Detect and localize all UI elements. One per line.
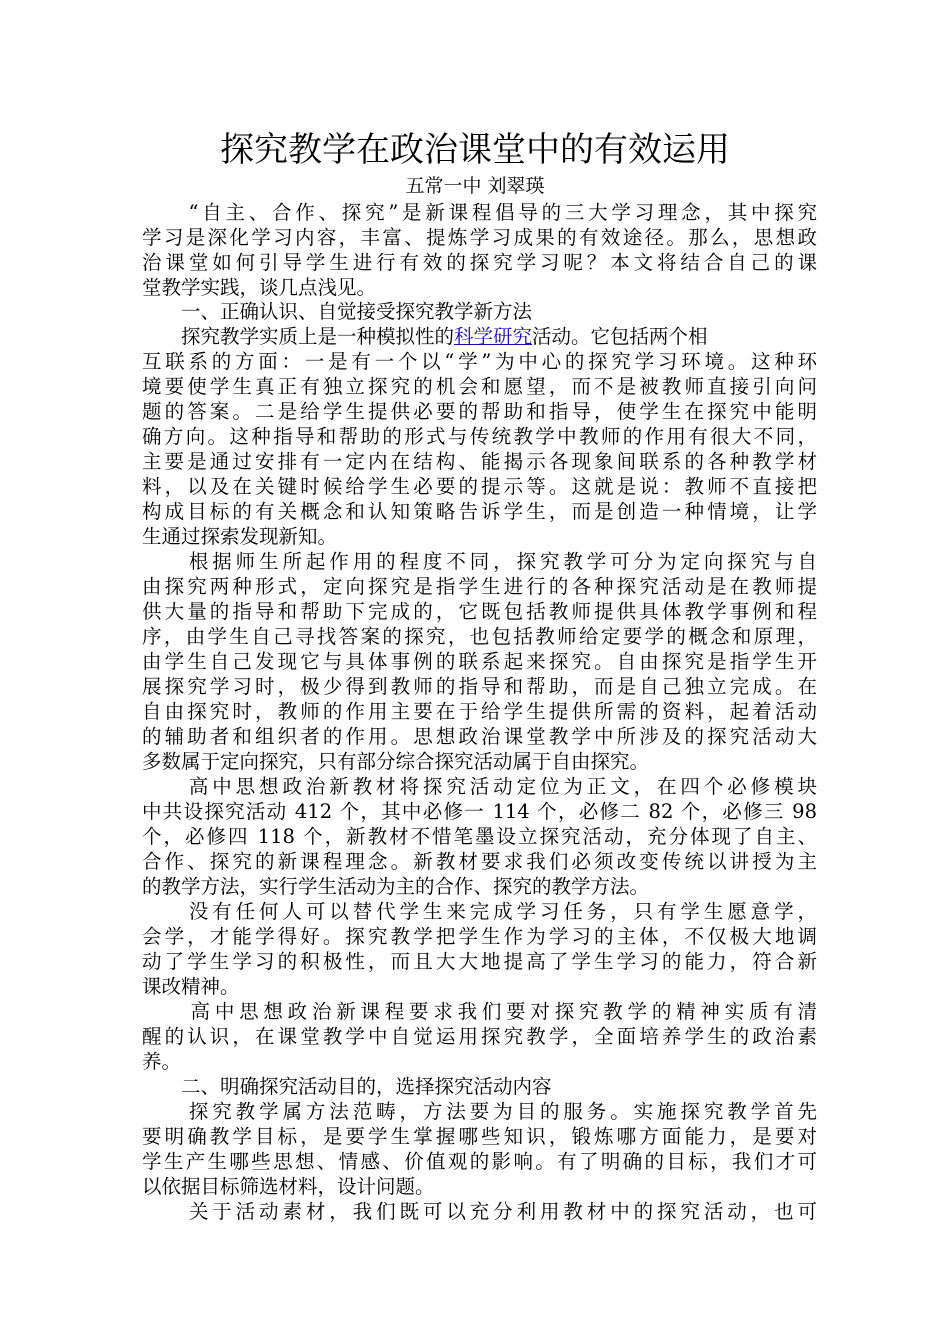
author-line: 五常一中 刘翠瑛: [405, 175, 545, 197]
paragraph-line: 构成目标的有关概念和认知策略告诉学生，而是创造一种情境，让学: [142, 500, 817, 523]
paragraph-line: 的教学方法，实行学生活动为主的合作、探究的教学方法。: [142, 875, 650, 898]
paragraph-line: “自主、合作、探究”是新课程倡导的三大学习理念，其中探究: [142, 201, 817, 224]
paragraph-line: 高中思想政治新课程要求我们要对探究教学的精神实质有清: [142, 1000, 817, 1023]
paragraph-line: 根据师生所起作用的程度不同，探究教学可分为定向探究与自: [142, 550, 817, 573]
paragraph-line: 确方向。这种指导和帮助的形式与传统教学中教师的作用有很大不同，: [142, 425, 817, 448]
paragraph-line: 展探究学习时，极少得到教师的指导和帮助，而是自己独立完成。在: [142, 675, 817, 698]
paragraph-line: 学生产生哪些思想、情感、价值观的影响。有了明确的目标，我们才可: [142, 1150, 817, 1173]
paragraph-line: 养。: [142, 1050, 182, 1073]
paragraph-line-with-link: [142, 324, 817, 349]
paragraph-line: 题的答案。二是给学生提供必要的帮助和指导，使学生在探究中能明: [142, 400, 817, 423]
section-heading: 一、正确认识、自觉接受探究教学新方法: [142, 300, 533, 323]
paragraph-line: 关于活动素材，我们既可以充分利用教材中的探究活动，也可: [142, 1200, 817, 1223]
paragraph-line: 高中思想政治新教材将探究活动定位为正文，在四个必修模块: [142, 775, 817, 798]
paragraph-line: 主要是通过安排有一定内在结构、能揭示各现象间联系的各种教学材: [142, 450, 817, 473]
paragraph-line: 序，由学生自己寻找答案的探究，也包括教师给定要学的概念和原理，: [142, 625, 817, 648]
paragraph-line: 由学生自己发现它与具体事例的联系起来探究。自由探究是指学生开: [142, 650, 817, 673]
paragraph-line: 由探究两种形式，定向探究是指学生进行的各种探究活动是在教师提: [142, 575, 817, 598]
paragraph-line: 要明确教学目标，是要学生掌握哪些知识，锻炼哪方面能力，是要对: [142, 1125, 817, 1148]
paragraph-line: 醒的认识，在课堂教学中自觉运用探究教学，全面培养学生的政治素: [142, 1025, 817, 1048]
paragraph-line: 合作、探究的新课程理念。新教材要求我们必须改变传统以讲授为主: [142, 850, 817, 873]
science-research-link[interactable]: 科学研究: [454, 325, 533, 348]
paragraph-text: 探究教学实质上是一种模拟性的: [142, 325, 455, 348]
paragraph-line: 境要使学生真正有独立探究的机会和愿望，而不是被教师直接引向问: [142, 375, 817, 398]
section-heading: 二、明确探究活动目的，选择探究活动内容: [142, 1075, 552, 1098]
paragraph-line: 会学，才能学得好。探究教学把学生作为学习的主体，不仅极大地调: [142, 925, 817, 948]
paragraph-line: 学习是深化学习内容，丰富、提炼学习成果的有效途径。那么，思想政: [142, 226, 817, 249]
paragraph-line: 中共设探究活动 412 个，其中必修一 114 个，必修二 82 个，必修三 98: [142, 800, 817, 823]
paragraph-line: 料，以及在关键时候给学生必要的提示等。这就是说：教师不直接把: [142, 475, 817, 498]
paragraph-text: 活动。它包括两个相: [532, 325, 708, 348]
paragraph-line: 个，必修四 118 个，新教材不惜笔墨设立探究活动，充分体现了自主、: [142, 825, 817, 848]
paragraph-line: 堂教学实践，谈几点浅见。: [142, 276, 377, 299]
paragraph-line: 的辅助者和组织者的作用。思想政治课堂教学中所涉及的探究活动大: [142, 725, 817, 748]
paragraph-line: 以依据目标筛选材料，设计问题。: [142, 1175, 435, 1198]
paragraph-line: 治课堂如何引导学生进行有效的探究学习呢？本文将结合自己的课: [142, 251, 817, 274]
paragraph-line: 动了学生学习的积极性，而且大大地提高了学生学习的能力，符合新: [142, 950, 817, 973]
paragraph-line: 探究教学属方法范畴，方法要为目的服务。实施探究教学首先: [142, 1100, 817, 1123]
paragraph-line: 生通过探索发现新知。: [142, 525, 338, 548]
paragraph-line: 课改精神。: [142, 975, 240, 998]
paragraph-line: 供大量的指导和帮助下完成的，它既包括教师提供具体教学事例和程: [142, 600, 817, 623]
paragraph-line: 互联系的方面：一是有一个以“学”为中心的探究学习环境。这种环: [142, 350, 817, 373]
paragraph-line: 自由探究时，教师的作用主要在于给学生提供所需的资料，起着活动: [142, 700, 817, 723]
paragraph-line: 多数属于定向探究，只有部分综合探究活动属于自由探究。: [142, 750, 650, 773]
page-title: 探究教学在政治课堂中的有效运用: [220, 130, 730, 170]
paragraph-line: 没有任何人可以替代学生来完成学习任务，只有学生愿意学，: [142, 900, 817, 923]
